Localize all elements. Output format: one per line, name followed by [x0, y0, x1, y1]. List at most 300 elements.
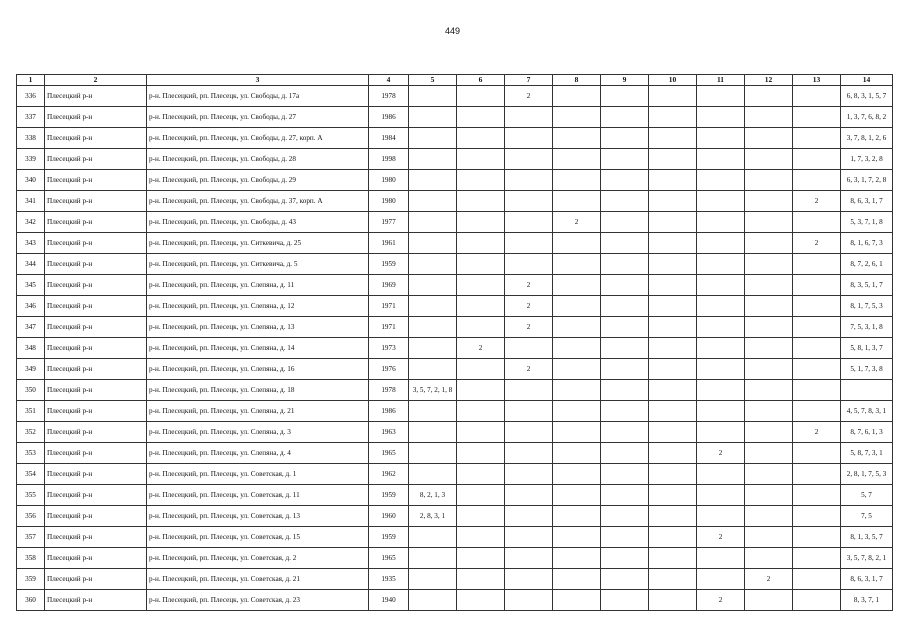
- col-14-cell: 8, 7, 6, 1, 3: [841, 422, 893, 443]
- district-cell: Плесецкий р-н: [45, 569, 147, 590]
- col-10-cell: [649, 443, 697, 464]
- row-number-cell: 337: [17, 107, 45, 128]
- col-9-cell: [601, 485, 649, 506]
- table-row: [17, 296, 893, 317]
- col-10-cell: [649, 296, 697, 317]
- col-6-cell: [457, 170, 505, 191]
- col-8-cell: [553, 338, 601, 359]
- column-header: 9: [601, 75, 649, 86]
- row-number-cell: 355: [17, 485, 45, 506]
- col-12-cell: [745, 107, 793, 128]
- col-7-cell: [505, 401, 553, 422]
- col-14-cell: 8, 6, 3, 1, 7: [841, 191, 893, 212]
- row-number-cell: 342: [17, 212, 45, 233]
- col-14-cell: 6, 3, 1, 7, 2, 8: [841, 170, 893, 191]
- address-cell: р-н. Плесецкий, рп. Плесецк, ул. Советская, д. 2: [147, 548, 369, 569]
- year-built-cell: 1973: [369, 338, 409, 359]
- district-cell: Плесецкий р-н: [45, 380, 147, 401]
- housing-register-table: [16, 74, 893, 611]
- column-header: 4: [369, 75, 409, 86]
- col-8-cell: 2: [553, 212, 601, 233]
- col-5-cell: [409, 128, 457, 149]
- col-7-cell: [505, 527, 553, 548]
- col-9-cell: [601, 569, 649, 590]
- col-10-cell: [649, 401, 697, 422]
- col-11-cell: [697, 275, 745, 296]
- col-9-cell: [601, 380, 649, 401]
- col-12-cell: [745, 338, 793, 359]
- col-6-cell: [457, 548, 505, 569]
- col-9-cell: [601, 212, 649, 233]
- col-11-cell: [697, 380, 745, 401]
- address-cell: р-н. Плесецкий, рп. Плесецк, ул. Слепяна, д. 4: [147, 443, 369, 464]
- col-8-cell: [553, 527, 601, 548]
- col-7-cell: [505, 128, 553, 149]
- col-10-cell: [649, 212, 697, 233]
- row-number-cell: 358: [17, 548, 45, 569]
- address-cell: р-н. Плесецкий, рп. Плесецк, ул. Советская, д. 21: [147, 569, 369, 590]
- col-14-cell: 5, 8, 7, 3, 1: [841, 443, 893, 464]
- row-number-cell: 359: [17, 569, 45, 590]
- row-number-cell: 356: [17, 506, 45, 527]
- col-7-cell: [505, 149, 553, 170]
- col-9-cell: [601, 128, 649, 149]
- col-11-cell: [697, 296, 745, 317]
- col-10-cell: [649, 317, 697, 338]
- col-6-cell: [457, 149, 505, 170]
- col-13-cell: [793, 212, 841, 233]
- col-12-cell: [745, 254, 793, 275]
- col-8-cell: [553, 296, 601, 317]
- year-built-cell: 1962: [369, 464, 409, 485]
- col-7-cell: 2: [505, 317, 553, 338]
- col-10-cell: [649, 485, 697, 506]
- col-13-cell: [793, 401, 841, 422]
- col-14-cell: 8, 7, 2, 6, 1: [841, 254, 893, 275]
- address-cell: р-н. Плесецкий, рп. Плесецк, ул. Слепяна, д. 11: [147, 275, 369, 296]
- col-10-cell: [649, 464, 697, 485]
- col-11-cell: 2: [697, 527, 745, 548]
- col-11-cell: [697, 317, 745, 338]
- col-11-cell: [697, 338, 745, 359]
- district-cell: Плесецкий р-н: [45, 338, 147, 359]
- year-built-cell: 1986: [369, 401, 409, 422]
- table-row: [17, 380, 893, 401]
- district-cell: Плесецкий р-н: [45, 443, 147, 464]
- year-built-cell: 1959: [369, 527, 409, 548]
- year-built-cell: 1976: [369, 359, 409, 380]
- col-14-cell: 7, 5: [841, 506, 893, 527]
- col-13-cell: [793, 317, 841, 338]
- table-row: [17, 275, 893, 296]
- col-13-cell: [793, 107, 841, 128]
- address-cell: р-н. Плесецкий, рп. Плесецк, ул. Свободы, д. 43: [147, 212, 369, 233]
- address-cell: р-н. Плесецкий, рп. Плесецк, ул. Советская, д. 1: [147, 464, 369, 485]
- row-number-cell: 349: [17, 359, 45, 380]
- col-8-cell: [553, 422, 601, 443]
- col-8-cell: [553, 401, 601, 422]
- column-header: 11: [697, 75, 745, 86]
- col-12-cell: [745, 443, 793, 464]
- col-14-cell: 6, 8, 3, 1, 5, 7: [841, 86, 893, 107]
- col-6-cell: [457, 296, 505, 317]
- col-13-cell: [793, 506, 841, 527]
- year-built-cell: 1965: [369, 443, 409, 464]
- col-6-cell: [457, 506, 505, 527]
- col-5-cell: [409, 254, 457, 275]
- col-12-cell: [745, 170, 793, 191]
- table-row: [17, 443, 893, 464]
- district-cell: Плесецкий р-н: [45, 464, 147, 485]
- col-8-cell: [553, 128, 601, 149]
- col-14-cell: 4, 5, 7, 8, 3, 1: [841, 401, 893, 422]
- address-cell: р-н. Плесецкий, рп. Плесецк, ул. Ситкевича, д. 25: [147, 233, 369, 254]
- col-5-cell: [409, 527, 457, 548]
- col-10-cell: [649, 149, 697, 170]
- address-cell: р-н. Плесецкий, рп. Плесецк, ул. Слепяна, д. 13: [147, 317, 369, 338]
- col-9-cell: [601, 170, 649, 191]
- col-14-cell: 5, 7: [841, 485, 893, 506]
- district-cell: Плесецкий р-н: [45, 128, 147, 149]
- col-9-cell: [601, 317, 649, 338]
- column-header: 2: [45, 75, 147, 86]
- col-8-cell: [553, 590, 601, 611]
- col-14-cell: 8, 1, 6, 7, 3: [841, 233, 893, 254]
- district-cell: Плесецкий р-н: [45, 527, 147, 548]
- col-8-cell: [553, 506, 601, 527]
- table-row: [17, 506, 893, 527]
- table-row: [17, 191, 893, 212]
- col-11-cell: [697, 212, 745, 233]
- col-13-cell: [793, 128, 841, 149]
- col-13-cell: [793, 86, 841, 107]
- col-8-cell: [553, 317, 601, 338]
- year-built-cell: 1998: [369, 149, 409, 170]
- col-10-cell: [649, 107, 697, 128]
- col-8-cell: [553, 107, 601, 128]
- row-number-cell: 348: [17, 338, 45, 359]
- col-7-cell: [505, 464, 553, 485]
- col-7-cell: [505, 254, 553, 275]
- col-9-cell: [601, 359, 649, 380]
- row-number-cell: 339: [17, 149, 45, 170]
- row-number-cell: 350: [17, 380, 45, 401]
- address-cell: р-н. Плесецкий, рп. Плесецк, ул. Советская, д. 11: [147, 485, 369, 506]
- col-10-cell: [649, 233, 697, 254]
- col-7-cell: [505, 170, 553, 191]
- col-13-cell: 2: [793, 422, 841, 443]
- col-13-cell: [793, 443, 841, 464]
- year-built-cell: 1980: [369, 191, 409, 212]
- district-cell: Плесецкий р-н: [45, 191, 147, 212]
- address-cell: р-н. Плесецкий, рп. Плесецк, ул. Ситкевича, д. 5: [147, 254, 369, 275]
- row-number-cell: 341: [17, 191, 45, 212]
- col-6-cell: [457, 464, 505, 485]
- district-cell: Плесецкий р-н: [45, 590, 147, 611]
- year-built-cell: 1963: [369, 422, 409, 443]
- col-12-cell: [745, 548, 793, 569]
- col-5-cell: [409, 464, 457, 485]
- col-11-cell: [697, 485, 745, 506]
- col-10-cell: [649, 338, 697, 359]
- col-7-cell: [505, 506, 553, 527]
- row-number-cell: 346: [17, 296, 45, 317]
- table-row: [17, 422, 893, 443]
- address-cell: р-н. Плесецкий, рп. Плесецк, ул. Свободы, д. 27: [147, 107, 369, 128]
- col-5-cell: [409, 401, 457, 422]
- header-row: [17, 75, 893, 86]
- year-built-cell: 1978: [369, 86, 409, 107]
- col-8-cell: [553, 464, 601, 485]
- district-cell: Плесецкий р-н: [45, 317, 147, 338]
- column-header: 1: [17, 75, 45, 86]
- col-12-cell: [745, 422, 793, 443]
- column-header: 3: [147, 75, 369, 86]
- col-10-cell: [649, 86, 697, 107]
- district-cell: Плесецкий р-н: [45, 107, 147, 128]
- col-9-cell: [601, 506, 649, 527]
- col-14-cell: 8, 6, 3, 1, 7: [841, 569, 893, 590]
- col-7-cell: [505, 569, 553, 590]
- col-12-cell: [745, 464, 793, 485]
- col-7-cell: [505, 380, 553, 401]
- year-built-cell: 1980: [369, 170, 409, 191]
- district-cell: Плесецкий р-н: [45, 86, 147, 107]
- col-13-cell: [793, 464, 841, 485]
- col-7-cell: [505, 107, 553, 128]
- col-10-cell: [649, 527, 697, 548]
- col-11-cell: [697, 170, 745, 191]
- col-13-cell: [793, 548, 841, 569]
- col-9-cell: [601, 254, 649, 275]
- col-11-cell: [697, 233, 745, 254]
- col-12-cell: 2: [745, 569, 793, 590]
- col-6-cell: [457, 590, 505, 611]
- column-header: 10: [649, 75, 697, 86]
- col-12-cell: [745, 317, 793, 338]
- address-cell: р-н. Плесецкий, рп. Плесецк, ул. Слепяна, д. 14: [147, 338, 369, 359]
- col-7-cell: [505, 422, 553, 443]
- col-5-cell: [409, 107, 457, 128]
- row-number-cell: 360: [17, 590, 45, 611]
- col-8-cell: [553, 86, 601, 107]
- col-14-cell: 1, 3, 7, 6, 8, 2: [841, 107, 893, 128]
- col-5-cell: 8, 2, 1, 3: [409, 485, 457, 506]
- col-14-cell: 2, 8, 1, 7, 5, 3: [841, 464, 893, 485]
- col-8-cell: [553, 485, 601, 506]
- year-built-cell: 1940: [369, 590, 409, 611]
- col-9-cell: [601, 443, 649, 464]
- col-11-cell: [697, 401, 745, 422]
- page-number: 449: [444, 26, 461, 36]
- col-6-cell: [457, 485, 505, 506]
- col-12-cell: [745, 485, 793, 506]
- year-built-cell: 1977: [369, 212, 409, 233]
- address-cell: р-н. Плесецкий, рп. Плесецк, ул. Советская, д. 23: [147, 590, 369, 611]
- col-6-cell: [457, 107, 505, 128]
- col-14-cell: 8, 3, 5, 1, 7: [841, 275, 893, 296]
- col-14-cell: 5, 8, 1, 3, 7: [841, 338, 893, 359]
- col-11-cell: [697, 548, 745, 569]
- year-built-cell: 1959: [369, 254, 409, 275]
- col-13-cell: [793, 485, 841, 506]
- col-7-cell: 2: [505, 275, 553, 296]
- col-8-cell: [553, 443, 601, 464]
- col-14-cell: [841, 380, 893, 401]
- col-9-cell: [601, 275, 649, 296]
- col-7-cell: [505, 212, 553, 233]
- col-5-cell: [409, 338, 457, 359]
- col-6-cell: [457, 128, 505, 149]
- col-13-cell: [793, 254, 841, 275]
- col-6-cell: [457, 212, 505, 233]
- col-13-cell: [793, 170, 841, 191]
- table-row: [17, 527, 893, 548]
- row-number-cell: 353: [17, 443, 45, 464]
- col-13-cell: [793, 149, 841, 170]
- district-cell: Плесецкий р-н: [45, 359, 147, 380]
- col-6-cell: [457, 527, 505, 548]
- col-7-cell: [505, 590, 553, 611]
- row-number-cell: 340: [17, 170, 45, 191]
- col-5-cell: 2, 8, 3, 1: [409, 506, 457, 527]
- col-12-cell: [745, 590, 793, 611]
- row-number-cell: 336: [17, 86, 45, 107]
- col-9-cell: [601, 191, 649, 212]
- col-12-cell: [745, 233, 793, 254]
- col-12-cell: [745, 212, 793, 233]
- col-13-cell: [793, 296, 841, 317]
- col-12-cell: [745, 359, 793, 380]
- col-12-cell: [745, 149, 793, 170]
- col-10-cell: [649, 254, 697, 275]
- col-9-cell: [601, 233, 649, 254]
- table-row: [17, 338, 893, 359]
- col-6-cell: [457, 233, 505, 254]
- table-row: [17, 485, 893, 506]
- col-9-cell: [601, 149, 649, 170]
- col-14-cell: 3, 5, 7, 8, 2, 1: [841, 548, 893, 569]
- col-13-cell: 2: [793, 233, 841, 254]
- col-5-cell: [409, 170, 457, 191]
- col-11-cell: [697, 254, 745, 275]
- col-12-cell: [745, 191, 793, 212]
- table-row: [17, 86, 893, 107]
- column-header: 13: [793, 75, 841, 86]
- address-cell: р-н. Плесецкий, рп. Плесецк, ул. Свободы, д. 37, корп. А: [147, 191, 369, 212]
- column-header: 5: [409, 75, 457, 86]
- col-13-cell: [793, 590, 841, 611]
- table-row: [17, 212, 893, 233]
- col-7-cell: [505, 485, 553, 506]
- col-5-cell: [409, 359, 457, 380]
- col-13-cell: [793, 359, 841, 380]
- table-row: [17, 317, 893, 338]
- district-cell: Плесецкий р-н: [45, 401, 147, 422]
- col-5-cell: [409, 191, 457, 212]
- year-built-cell: 1978: [369, 380, 409, 401]
- row-number-cell: 354: [17, 464, 45, 485]
- col-14-cell: 8, 3, 7, 1: [841, 590, 893, 611]
- col-12-cell: [745, 527, 793, 548]
- col-5-cell: [409, 296, 457, 317]
- col-6-cell: [457, 443, 505, 464]
- col-6-cell: [457, 317, 505, 338]
- col-10-cell: [649, 422, 697, 443]
- table-row: [17, 170, 893, 191]
- address-cell: р-н. Плесецкий, рп. Плесецк, ул. Слепяна, д. 3: [147, 422, 369, 443]
- district-cell: Плесецкий р-н: [45, 233, 147, 254]
- col-12-cell: [745, 275, 793, 296]
- col-11-cell: [697, 107, 745, 128]
- col-7-cell: [505, 191, 553, 212]
- district-cell: Плесецкий р-н: [45, 170, 147, 191]
- table-row: [17, 590, 893, 611]
- year-built-cell: 1971: [369, 317, 409, 338]
- table-row: [17, 464, 893, 485]
- col-9-cell: [601, 464, 649, 485]
- col-9-cell: [601, 401, 649, 422]
- col-5-cell: [409, 149, 457, 170]
- table-row: [17, 254, 893, 275]
- column-header: 8: [553, 75, 601, 86]
- district-cell: Плесецкий р-н: [45, 485, 147, 506]
- col-8-cell: [553, 233, 601, 254]
- col-5-cell: [409, 317, 457, 338]
- row-number-cell: 357: [17, 527, 45, 548]
- col-7-cell: [505, 443, 553, 464]
- district-cell: Плесецкий р-н: [45, 422, 147, 443]
- col-5-cell: 3, 5, 7, 2, 1, 8: [409, 380, 457, 401]
- col-8-cell: [553, 359, 601, 380]
- col-11-cell: [697, 422, 745, 443]
- table-row: [17, 569, 893, 590]
- col-10-cell: [649, 170, 697, 191]
- col-9-cell: [601, 422, 649, 443]
- col-13-cell: 2: [793, 191, 841, 212]
- table-row: [17, 548, 893, 569]
- col-8-cell: [553, 380, 601, 401]
- table-row: [17, 401, 893, 422]
- col-6-cell: [457, 191, 505, 212]
- col-13-cell: [793, 275, 841, 296]
- col-12-cell: [745, 128, 793, 149]
- column-header: 12: [745, 75, 793, 86]
- col-6-cell: [457, 275, 505, 296]
- col-5-cell: [409, 422, 457, 443]
- year-built-cell: 1965: [369, 548, 409, 569]
- col-12-cell: [745, 401, 793, 422]
- col-9-cell: [601, 296, 649, 317]
- row-number-cell: 343: [17, 233, 45, 254]
- col-9-cell: [601, 527, 649, 548]
- year-built-cell: 1960: [369, 506, 409, 527]
- col-8-cell: [553, 254, 601, 275]
- row-number-cell: 352: [17, 422, 45, 443]
- row-number-cell: 344: [17, 254, 45, 275]
- col-5-cell: [409, 233, 457, 254]
- col-10-cell: [649, 590, 697, 611]
- col-11-cell: [697, 506, 745, 527]
- address-cell: р-н. Плесецкий, рп. Плесецк, ул. Свободы, д. 17а: [147, 86, 369, 107]
- col-5-cell: [409, 86, 457, 107]
- district-cell: Плесецкий р-н: [45, 506, 147, 527]
- col-10-cell: [649, 128, 697, 149]
- col-8-cell: [553, 170, 601, 191]
- col-8-cell: [553, 275, 601, 296]
- column-header: 14: [841, 75, 893, 86]
- district-cell: Плесецкий р-н: [45, 296, 147, 317]
